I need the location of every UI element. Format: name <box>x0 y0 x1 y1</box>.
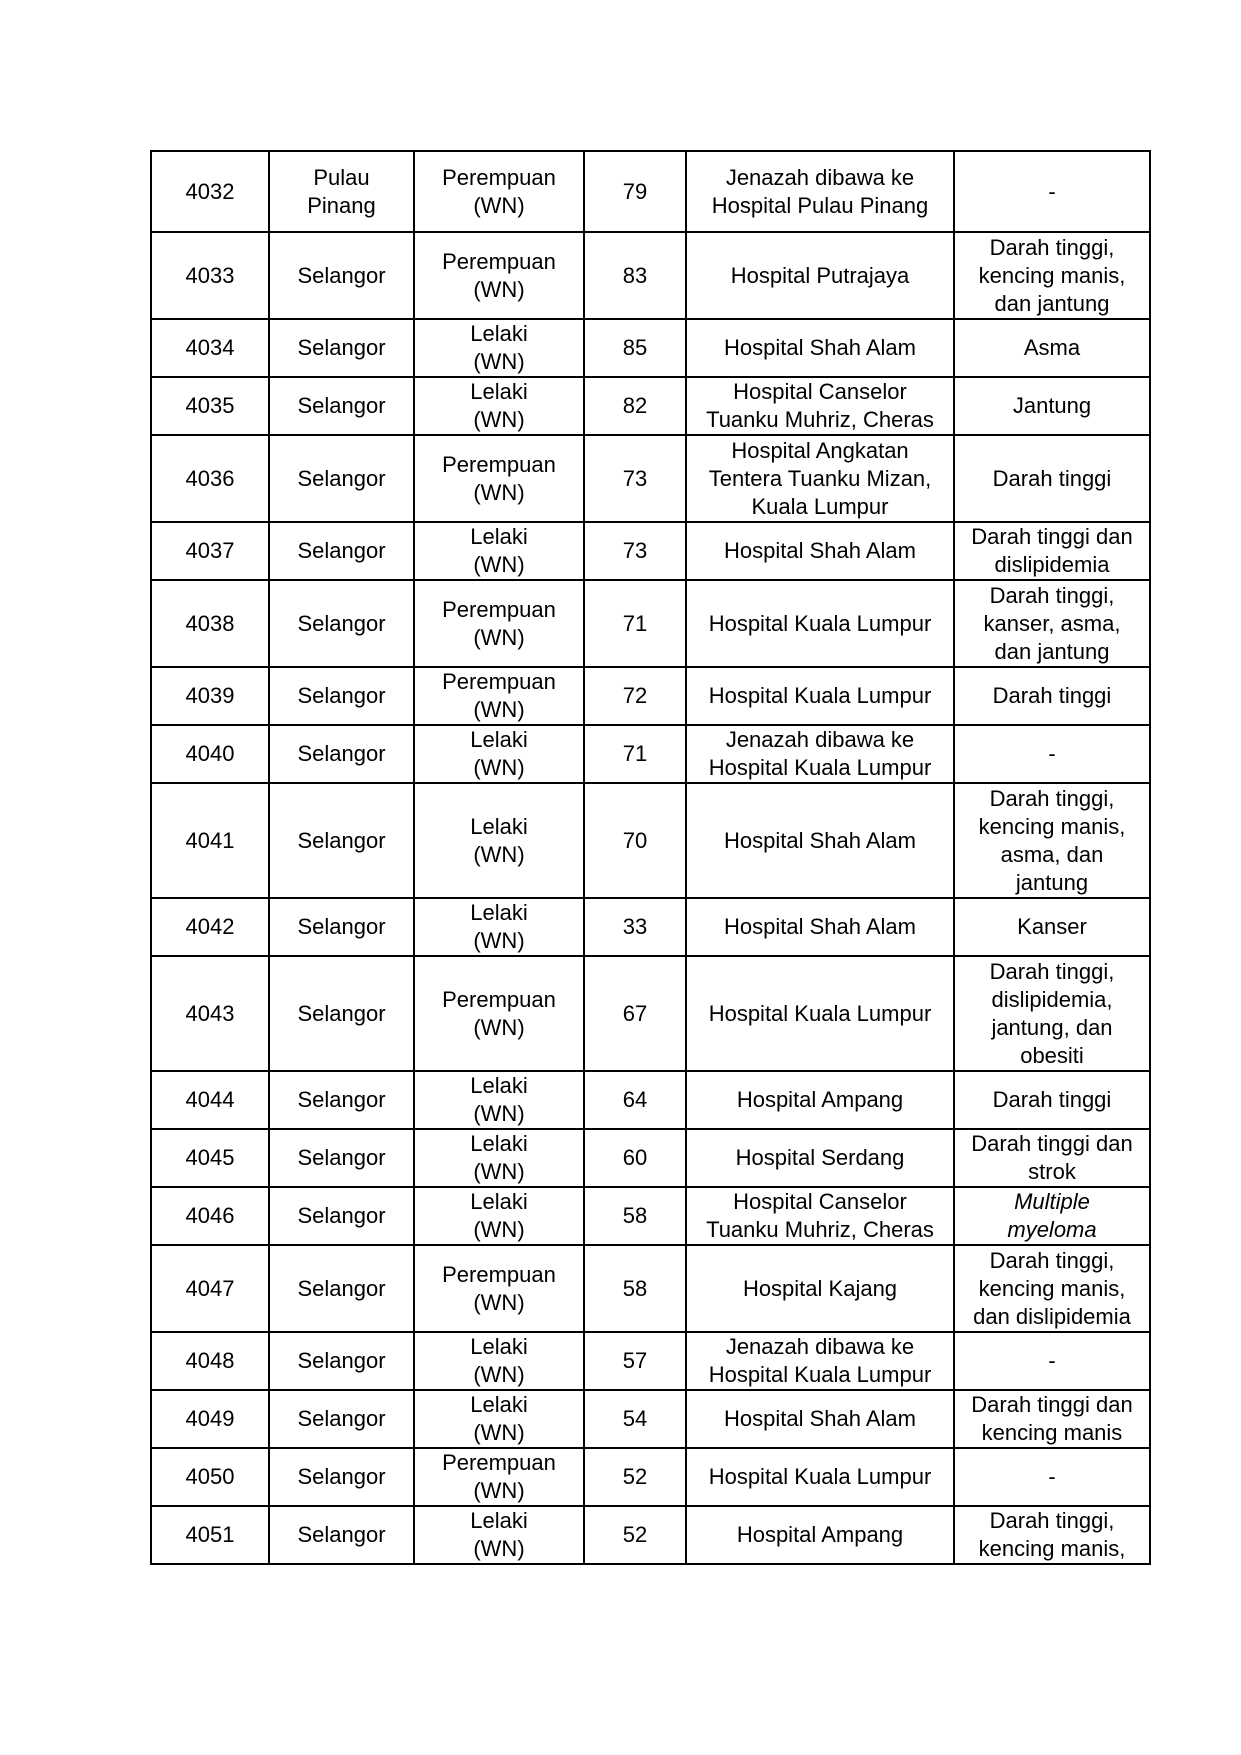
state-line: Selangor <box>297 914 386 939</box>
comorbid-line: Darah tinggi dan <box>971 1131 1133 1156</box>
state-line: Pulau <box>313 164 370 190</box>
cell-state <box>269 522 414 580</box>
gender-line: (WN) <box>473 276 525 302</box>
cell-state <box>269 725 414 783</box>
cell-place <box>686 522 954 580</box>
table-row <box>151 522 1150 580</box>
table-row <box>151 319 1150 377</box>
cell-no: 4040 <box>151 725 269 783</box>
gender-line: Lelaki <box>470 1392 528 1417</box>
comorbid-line: Multiple <box>1014 1189 1090 1214</box>
cell-comorbid <box>954 1390 1150 1448</box>
table-row <box>151 1245 1150 1332</box>
gender-line: Lelaki <box>470 1131 528 1156</box>
cell-gender <box>414 667 584 725</box>
cell-state <box>269 435 414 522</box>
comorbid-line: dan dislipidemia <box>973 1303 1131 1329</box>
cell-place <box>686 1448 954 1506</box>
cell-no: 4043 <box>151 956 269 1071</box>
cell-comorbid <box>954 725 1150 783</box>
place-line: Tentera Tuanku Mizan, <box>708 465 932 491</box>
comorbid-line: Darah tinggi <box>992 465 1112 491</box>
cell-no: 4033 <box>151 232 269 319</box>
cell-no: 4038 <box>151 580 269 667</box>
place-line: Hospital Kajang <box>742 1275 898 1301</box>
state-line: Selangor <box>297 538 386 563</box>
state-line: Selangor <box>297 262 386 288</box>
cell-gender <box>414 151 584 232</box>
cell-no: 4051 <box>151 1506 269 1564</box>
table-row <box>151 898 1150 956</box>
cell-gender <box>414 1390 584 1448</box>
cell-state <box>269 232 414 319</box>
gender-line: Perempuan <box>442 1450 556 1475</box>
comorbid-line: - <box>1048 1464 1056 1489</box>
gender-line: (WN) <box>473 1101 525 1126</box>
cell-gender <box>414 1332 584 1390</box>
cell-gender <box>414 1448 584 1506</box>
cell-gender <box>414 725 584 783</box>
state-line: Selangor <box>297 465 386 491</box>
cell-state <box>269 667 414 725</box>
cell-age: 71 <box>584 580 686 667</box>
place-line: Hospital Putrajaya <box>730 262 910 288</box>
cell-state <box>269 1187 414 1245</box>
comorbid-line: Darah tinggi <box>992 1087 1112 1112</box>
cell-state <box>269 898 414 956</box>
cell-no: 4046 <box>151 1187 269 1245</box>
cell-age: 79 <box>584 151 686 232</box>
place-line: Tuanku Muhriz, Cheras <box>706 407 934 432</box>
gender-line: Lelaki <box>470 727 528 752</box>
gender-line: (WN) <box>473 624 525 650</box>
place-line: Hospital Kuala Lumpur <box>708 610 932 636</box>
cell-gender <box>414 1506 584 1564</box>
comorbid-line: - <box>1048 741 1056 766</box>
cell-gender <box>414 1187 584 1245</box>
table-row <box>151 580 1150 667</box>
cell-state <box>269 1245 414 1332</box>
cell-comorbid <box>954 580 1150 667</box>
comorbid-line: dan jantung <box>994 638 1110 664</box>
cell-no: 4035 <box>151 377 269 435</box>
place-line: Hospital Shah Alam <box>724 827 916 853</box>
cell-comorbid <box>954 783 1150 898</box>
place-line: Tuanku Muhriz, Cheras <box>706 1217 934 1242</box>
table-row <box>151 956 1150 1071</box>
comorbid-line: jantung <box>1015 869 1089 895</box>
comorbid-line: kencing manis, <box>978 262 1126 288</box>
cell-age: 52 <box>584 1506 686 1564</box>
state-line: Selangor <box>297 827 386 853</box>
comorbid-line: Darah tinggi, <box>989 1508 1115 1533</box>
cell-state <box>269 956 414 1071</box>
gender-line: (WN) <box>473 192 525 218</box>
cell-comorbid <box>954 1506 1150 1564</box>
cell-state <box>269 1506 414 1564</box>
gender-line: (WN) <box>473 407 525 432</box>
table-row <box>151 377 1150 435</box>
table-row <box>151 1129 1150 1187</box>
gender-line: (WN) <box>473 1478 525 1503</box>
cell-place <box>686 956 954 1071</box>
table-row <box>151 1390 1150 1448</box>
table-row <box>151 667 1150 725</box>
place-line: Hospital Ampang <box>736 1522 904 1547</box>
comorbid-line: dislipidemia, <box>991 986 1113 1012</box>
cell-no: 4042 <box>151 898 269 956</box>
cell-age: 70 <box>584 783 686 898</box>
cell-comorbid <box>954 956 1150 1071</box>
gender-line: (WN) <box>473 349 525 374</box>
deaths-table <box>150 150 1151 1565</box>
table-body <box>151 151 1150 1564</box>
cell-age: 54 <box>584 1390 686 1448</box>
place-line: Hospital Kuala Lumpur <box>708 755 932 780</box>
comorbid-line: Darah tinggi dan <box>971 1392 1133 1417</box>
cell-age: 33 <box>584 898 686 956</box>
cell-state <box>269 1390 414 1448</box>
cell-age: 64 <box>584 1071 686 1129</box>
cell-state <box>269 1071 414 1129</box>
cell-age: 58 <box>584 1245 686 1332</box>
place-line: Hospital Kuala Lumpur <box>708 1362 932 1387</box>
cell-place <box>686 1129 954 1187</box>
state-line: Selangor <box>297 1406 386 1431</box>
comorbid-line: Darah tinggi, <box>989 1247 1115 1273</box>
place-line: Hospital Canselor <box>733 379 907 404</box>
cell-gender <box>414 522 584 580</box>
cell-no: 4041 <box>151 783 269 898</box>
gender-line: Lelaki <box>470 1334 528 1359</box>
cell-place <box>686 1187 954 1245</box>
cell-age: 52 <box>584 1448 686 1506</box>
cell-comorbid <box>954 522 1150 580</box>
place-line: Hospital Ampang <box>736 1087 904 1112</box>
place-line: Hospital Shah Alam <box>724 914 916 939</box>
gender-line: Lelaki <box>470 813 528 839</box>
comorbid-line: kencing manis, <box>978 1536 1126 1561</box>
cell-comorbid <box>954 898 1150 956</box>
state-line: Selangor <box>297 393 386 418</box>
gender-line: (WN) <box>473 1289 525 1315</box>
table-row <box>151 1187 1150 1245</box>
comorbid-line: kencing manis, <box>978 813 1126 839</box>
state-line: Selangor <box>297 683 386 708</box>
cell-place <box>686 151 954 232</box>
place-line: Hospital Angkatan <box>731 437 909 463</box>
cell-state <box>269 783 414 898</box>
cell-comorbid <box>954 1332 1150 1390</box>
cell-no: 4044 <box>151 1071 269 1129</box>
cell-no: 4049 <box>151 1390 269 1448</box>
comorbid-line: - <box>1048 178 1056 204</box>
cell-place <box>686 725 954 783</box>
gender-line: (WN) <box>473 552 525 577</box>
cell-comorbid <box>954 1245 1150 1332</box>
cell-comorbid <box>954 435 1150 522</box>
cell-place <box>686 232 954 319</box>
state-line: Selangor <box>297 1087 386 1112</box>
cell-gender <box>414 580 584 667</box>
comorbid-line: jantung, dan <box>991 1014 1113 1040</box>
gender-line: (WN) <box>473 1536 525 1561</box>
place-line: Hospital Pulau Pinang <box>711 192 929 218</box>
comorbid-line: Jantung <box>1012 393 1092 418</box>
cell-no: 4036 <box>151 435 269 522</box>
cell-comorbid <box>954 1187 1150 1245</box>
cell-gender <box>414 1071 584 1129</box>
comorbid-line: dan jantung <box>994 290 1110 316</box>
gender-line: (WN) <box>473 755 525 780</box>
table-row <box>151 435 1150 522</box>
cell-age: 73 <box>584 435 686 522</box>
gender-line: (WN) <box>473 1217 525 1242</box>
cell-comorbid <box>954 377 1150 435</box>
cell-place <box>686 898 954 956</box>
gender-line: Perempuan <box>442 596 556 622</box>
gender-line: (WN) <box>473 928 525 953</box>
place-line: Hospital Kuala Lumpur <box>708 1464 932 1489</box>
table-row <box>151 1448 1150 1506</box>
cell-state <box>269 580 414 667</box>
cell-age: 71 <box>584 725 686 783</box>
cell-state <box>269 1448 414 1506</box>
gender-line: Perempuan <box>442 248 556 274</box>
comorbid-line: Darah tinggi dan <box>971 524 1133 549</box>
state-line: Selangor <box>297 1145 386 1170</box>
state-line: Selangor <box>297 610 386 636</box>
cell-state <box>269 377 414 435</box>
cell-gender <box>414 783 584 898</box>
gender-line: Lelaki <box>470 321 528 346</box>
cell-age: 85 <box>584 319 686 377</box>
cell-place <box>686 1071 954 1129</box>
comorbid-line: obesiti <box>1020 1042 1084 1068</box>
comorbid-line: kanser, asma, <box>983 610 1121 636</box>
gender-line: (WN) <box>473 1014 525 1040</box>
table-row <box>151 1071 1150 1129</box>
state-line: Selangor <box>297 1275 386 1301</box>
cell-place <box>686 435 954 522</box>
table-row <box>151 1332 1150 1390</box>
place-line: Jenazah dibawa ke <box>725 164 915 190</box>
gender-line: Lelaki <box>470 900 528 925</box>
place-line: Hospital Shah Alam <box>724 335 916 360</box>
comorbid-line: Darah tinggi <box>992 683 1112 708</box>
place-line: Hospital Kuala Lumpur <box>708 683 932 708</box>
cell-no: 4050 <box>151 1448 269 1506</box>
cell-comorbid <box>954 232 1150 319</box>
cell-place <box>686 1332 954 1390</box>
gender-line: Lelaki <box>470 379 528 404</box>
gender-line: (WN) <box>473 1159 525 1184</box>
comorbid-line: Kanser <box>1017 914 1087 939</box>
gender-line: Lelaki <box>470 524 528 549</box>
table-row <box>151 783 1150 898</box>
cell-comorbid <box>954 1071 1150 1129</box>
gender-line: Perempuan <box>442 1261 556 1287</box>
cell-state <box>269 1332 414 1390</box>
cell-place <box>686 377 954 435</box>
state-line: Selangor <box>297 741 386 766</box>
gender-line: Perempuan <box>442 451 556 477</box>
cell-age: 72 <box>584 667 686 725</box>
comorbid-line: strok <box>1028 1159 1076 1184</box>
gender-line: Lelaki <box>470 1073 528 1098</box>
cell-gender <box>414 1129 584 1187</box>
gender-line: Lelaki <box>470 1508 528 1533</box>
state-line: Selangor <box>297 1348 386 1373</box>
cell-state <box>269 1129 414 1187</box>
state-line: Selangor <box>297 1203 386 1228</box>
cell-gender <box>414 319 584 377</box>
cell-no: 4037 <box>151 522 269 580</box>
comorbid-line: Darah tinggi, <box>989 234 1115 260</box>
gender-line: (WN) <box>473 697 525 722</box>
cell-comorbid <box>954 151 1150 232</box>
place-line: Jenazah dibawa ke <box>725 727 915 752</box>
place-line: Hospital Shah Alam <box>724 1406 916 1431</box>
comorbid-line: - <box>1048 1348 1056 1373</box>
cell-comorbid <box>954 1129 1150 1187</box>
cell-gender <box>414 232 584 319</box>
cell-place <box>686 783 954 898</box>
cell-no: 4034 <box>151 319 269 377</box>
table-row <box>151 151 1150 232</box>
place-line: Jenazah dibawa ke <box>725 1334 915 1359</box>
comorbid-line: kencing manis <box>981 1420 1123 1445</box>
table-row <box>151 725 1150 783</box>
cell-comorbid <box>954 319 1150 377</box>
cell-gender <box>414 1245 584 1332</box>
cell-gender <box>414 898 584 956</box>
cell-state <box>269 319 414 377</box>
state-line: Pinang <box>307 192 376 218</box>
state-line: Selangor <box>297 1464 386 1489</box>
comorbid-line: Darah tinggi, <box>989 785 1115 811</box>
cell-gender <box>414 377 584 435</box>
cell-no: 4048 <box>151 1332 269 1390</box>
table-row <box>151 1506 1150 1564</box>
comorbid-line: asma, dan <box>1000 841 1104 867</box>
gender-line: Perempuan <box>442 164 556 190</box>
comorbid-line: Darah tinggi, <box>989 582 1115 608</box>
comorbid-line: kencing manis, <box>978 1275 1126 1301</box>
cell-gender <box>414 435 584 522</box>
state-line: Selangor <box>297 1000 386 1026</box>
gender-line: (WN) <box>473 1362 525 1387</box>
gender-line: (WN) <box>473 479 525 505</box>
cell-place <box>686 1506 954 1564</box>
cell-age: 73 <box>584 522 686 580</box>
cell-no: 4039 <box>151 667 269 725</box>
cell-no: 4047 <box>151 1245 269 1332</box>
state-line: Selangor <box>297 335 386 360</box>
gender-line: (WN) <box>473 841 525 867</box>
place-line: Hospital Canselor <box>733 1189 907 1214</box>
comorbid-line: myeloma <box>1007 1217 1097 1242</box>
place-line: Hospital Shah Alam <box>724 538 916 563</box>
cell-age: 60 <box>584 1129 686 1187</box>
cell-place <box>686 1245 954 1332</box>
gender-line: (WN) <box>473 1420 525 1445</box>
cell-age: 58 <box>584 1187 686 1245</box>
cell-place <box>686 667 954 725</box>
cell-no: 4032 <box>151 151 269 232</box>
cell-age: 83 <box>584 232 686 319</box>
gender-line: Perempuan <box>442 669 556 694</box>
cell-age: 57 <box>584 1332 686 1390</box>
cell-place <box>686 580 954 667</box>
comorbid-line: Darah tinggi, <box>989 958 1115 984</box>
cell-place <box>686 319 954 377</box>
gender-line: Perempuan <box>442 986 556 1012</box>
place-line: Kuala Lumpur <box>751 493 889 519</box>
table-row <box>151 232 1150 319</box>
cell-comorbid <box>954 667 1150 725</box>
cell-no: 4045 <box>151 1129 269 1187</box>
state-line: Selangor <box>297 1522 386 1547</box>
cell-state <box>269 151 414 232</box>
cell-age: 67 <box>584 956 686 1071</box>
place-line: Hospital Serdang <box>735 1145 905 1170</box>
comorbid-line: dislipidemia <box>994 552 1110 577</box>
cell-age: 82 <box>584 377 686 435</box>
comorbid-line: Asma <box>1023 335 1081 360</box>
cell-comorbid <box>954 1448 1150 1506</box>
cell-place <box>686 1390 954 1448</box>
place-line: Hospital Kuala Lumpur <box>708 1000 932 1026</box>
cell-gender <box>414 956 584 1071</box>
gender-line: Lelaki <box>470 1189 528 1214</box>
